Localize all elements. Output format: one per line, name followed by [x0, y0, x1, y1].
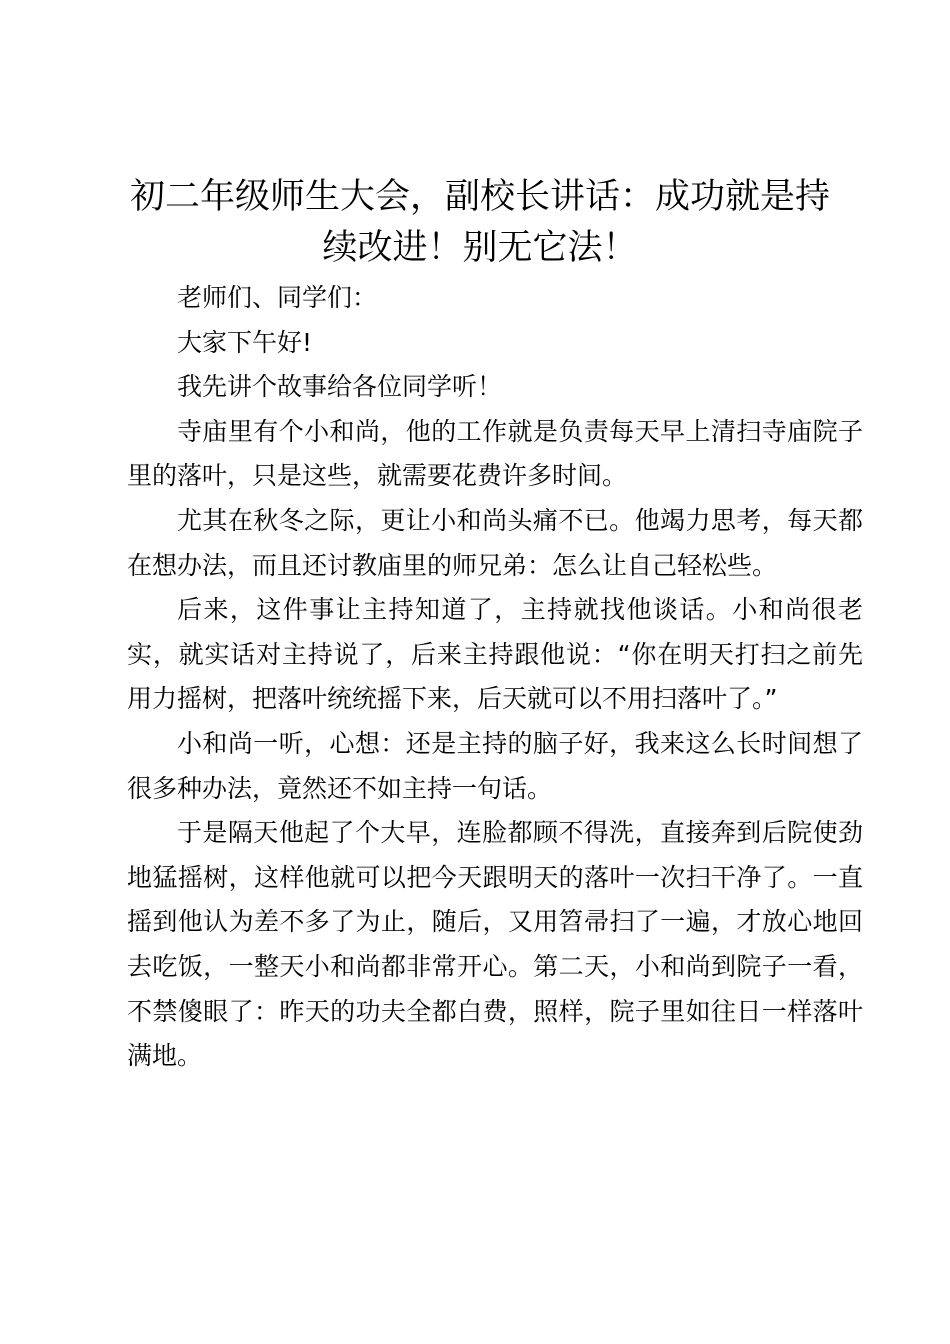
document-body — [127, 276, 863, 1079]
paragraph-intro: 我先讲个故事给各位同学听！ — [177, 372, 503, 402]
paragraph: 小和尚一听，心想：还是主持的脑子好，我来这么长时间想了很多种办法，竟然还不如主持一句话。 — [127, 728, 863, 803]
paragraph-greeting: 老师们、同学们： — [177, 283, 378, 312]
paragraph-salutation: 大家下午好! — [177, 327, 313, 357]
paragraph: 寺庙里有个小和尚，他的工作就是负责每天早上清扫寺庙院子里的落叶，只是这些，就需要花费许多时间。 — [127, 416, 863, 491]
paragraph: 于是隔天他起了个大早，连脸都顾不得洗，直接奔到后院使劲地猛摇树，这样他就可以把今天跟明天的落叶一次扫干净了。一直摇到他认为差不多了为止，随后，又用笤帚扫了一遍，才放心地回去吃饭，一整天小和尚都非常开心。第二天，小和尚到院子一看，不禁傻眼了：昨天的功夫全都白费，照样，院子里如往日一样落叶满地。 — [127, 818, 863, 1071]
document-title: 初二年级师生大会，副校长讲话：成功就是持续改进！别无它法！ — [129, 177, 830, 268]
paragraph: 后来，这件事让主持知道了，主持就找他谈话。小和尚很老实，就实话对主持说了，后来主持跟他说：“你在明天打扫之前先用力摇树，把落叶统统摇下来，后天就可以不用扫落叶了。” — [127, 595, 863, 714]
paragraph: 尤其在秋冬之际，更让小和尚头痛不已。他竭力思考，每天都在想办法，而且还讨教庙里的师兄弟：怎么让自己轻松些。 — [127, 505, 863, 580]
